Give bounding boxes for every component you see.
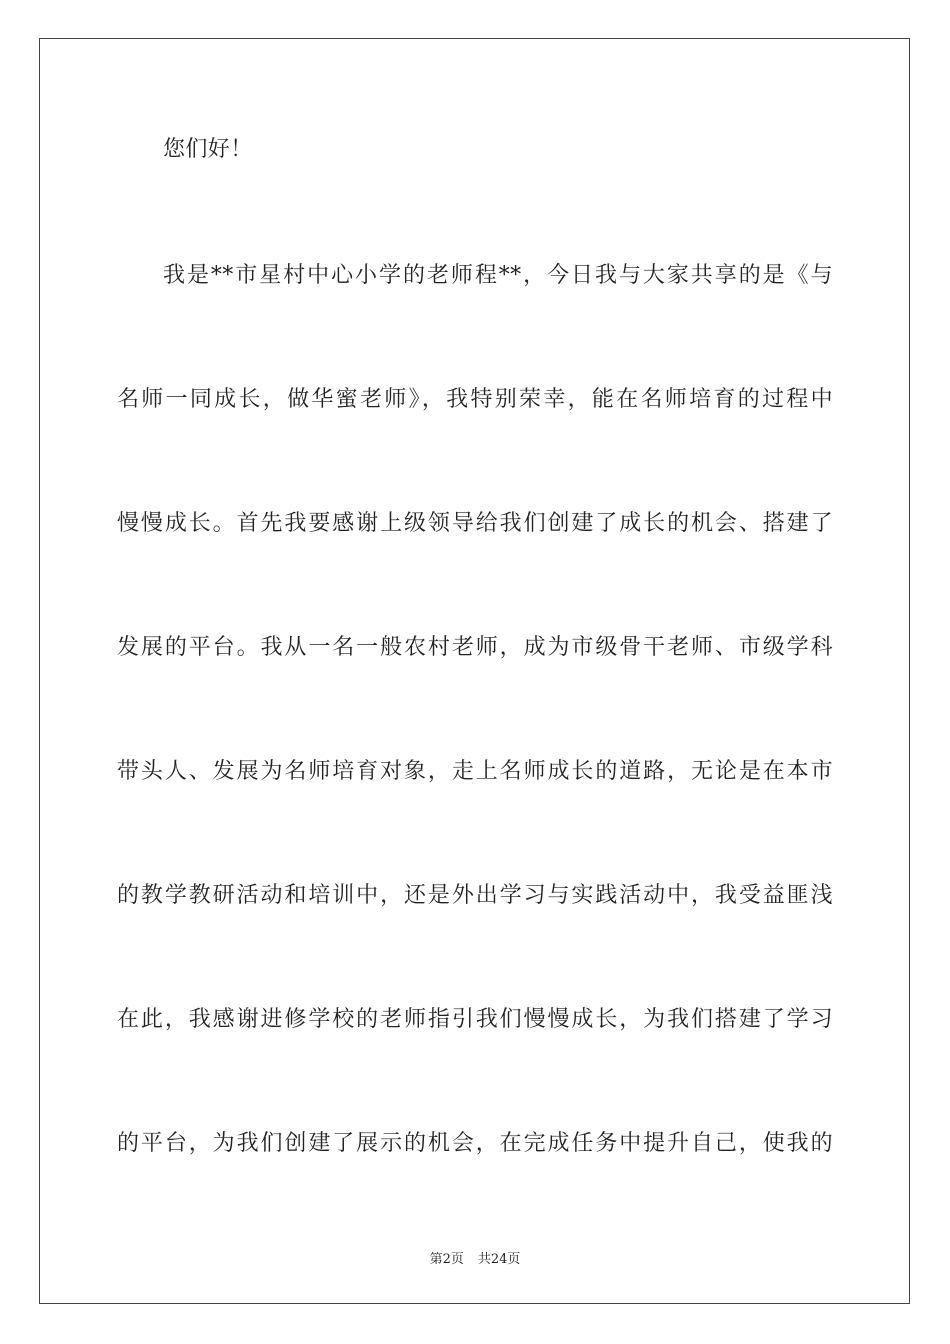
- paragraph-line-4: 发展的平台。我从一名一般农村老师，成为市级骨干老师、市级学科: [117, 635, 833, 660]
- paragraph-line-8: 的平台，为我们创建了展示的机会，在完成任务中提升自己，使我的: [117, 1131, 833, 1156]
- greeting-line: 您们好！: [163, 137, 253, 162]
- page-number: 第2页: [429, 1252, 464, 1267]
- paragraph-line-1: 我是**市星村中心小学的老师程**，今日我与大家共享的是《与: [163, 263, 833, 288]
- page-total: 共24页: [477, 1252, 521, 1267]
- paragraph-line-3: 慢慢成长。首先我要感谢上级领导给我们创建了成长的机会、搭建了: [117, 511, 833, 536]
- page-border: [39, 38, 910, 1304]
- paragraph-line-6: 的教学教研活动和培训中，还是外出学习与实践活动中，我受益匪浅: [117, 883, 833, 908]
- page-footer: [0, 1248, 950, 1267]
- paragraph-line-2: 名师一同成长，做华蜜老师》，我特别荣幸，能在名师培育的过程中: [117, 387, 833, 412]
- paragraph-line-7: 在此，我感谢进修学校的老师指引我们慢慢成长，为我们搭建了学习: [117, 1007, 833, 1032]
- paragraph-line-5: 带头人、发展为名师培育对象，走上名师成长的道路，无论是在本市: [117, 759, 833, 784]
